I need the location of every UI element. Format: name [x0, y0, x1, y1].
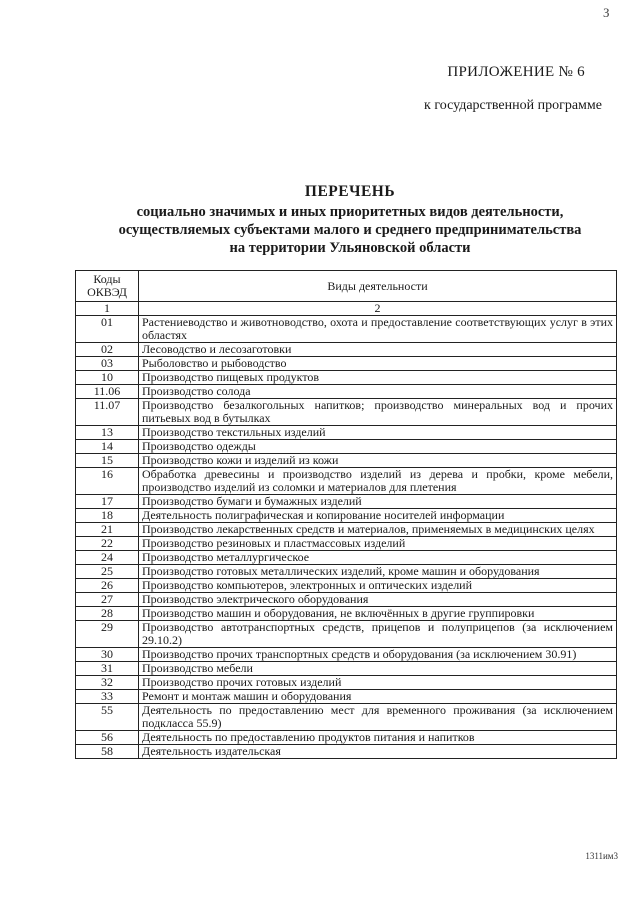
activity-description-cell: Производство резиновых и пластмассовых изделий [139, 537, 617, 551]
activity-description-cell: Ремонт и монтаж машин и оборудования [139, 690, 617, 704]
activity-description-cell: Производство автотранспортных средств, прицепов и полуприцепов (за исключением 29.10.2) [139, 621, 617, 648]
okved-code-cell: 03 [76, 357, 139, 371]
okved-code-cell: 18 [76, 509, 139, 523]
table-row [76, 468, 617, 495]
okved-code-cell: 15 [76, 454, 139, 468]
page-corner-mark: З [603, 5, 610, 20]
activity-description-cell: Производство пищевых продуктов [139, 371, 617, 385]
activity-description-cell: Лесоводство и лесозаготовки [139, 343, 617, 357]
table-row [76, 509, 617, 523]
okved-code-cell: 27 [76, 593, 139, 607]
document-subtitle-line-3: на территории Ульяновской области [229, 240, 471, 256]
okved-code-cell: 13 [76, 426, 139, 440]
okved-code-cell: 11.06 [76, 385, 139, 399]
table-column-numbers-row [76, 302, 617, 316]
table-row [76, 371, 617, 385]
okved-code-cell: 21 [76, 523, 139, 537]
activity-description-cell: Производство текстильных изделий [139, 426, 617, 440]
column-number-1: 1 [76, 302, 139, 316]
activity-description-cell: Деятельность по предоставлению продуктов питания и напитков [139, 731, 617, 745]
activity-description-cell: Производство мебели [139, 662, 617, 676]
table-row [76, 357, 617, 371]
okved-code-cell: 11.07 [76, 399, 139, 426]
table-row [76, 523, 617, 537]
table-row [76, 676, 617, 690]
table-row [76, 385, 617, 399]
okved-code-cell: 14 [76, 440, 139, 454]
table-row [76, 495, 617, 509]
table-row [76, 426, 617, 440]
okved-code-cell: 56 [76, 731, 139, 745]
okved-code-cell: 25 [76, 565, 139, 579]
okved-code-cell: 16 [76, 468, 139, 495]
table-row [76, 440, 617, 454]
table-row [76, 593, 617, 607]
activity-description-cell: Обработка древесины и производство изделий из дерева и пробки, кроме мебели, производство изделий из соломки и материалов для плетения [139, 468, 617, 495]
okved-code-cell: 58 [76, 745, 139, 759]
activity-description-cell: Производство солода [139, 385, 617, 399]
activity-description-cell: Рыболовство и рыбоводство [139, 357, 617, 371]
okved-code-cell: 28 [76, 607, 139, 621]
okved-code-cell: 10 [76, 371, 139, 385]
activity-description-cell: Производство безалкогольных напитков; производство минеральных вод и прочих питьевых вод в бутылках [139, 399, 617, 426]
okved-code-cell: 26 [76, 579, 139, 593]
activity-description-cell: Производство металлургическое [139, 551, 617, 565]
table-row [76, 607, 617, 621]
table-row [76, 704, 617, 731]
okved-code-cell: 22 [76, 537, 139, 551]
table-row [76, 648, 617, 662]
okved-code-cell: 01 [76, 316, 139, 343]
document-title-block [80, 183, 620, 257]
table-row [76, 690, 617, 704]
activity-description-cell: Производство бумаги и бумажных изделий [139, 495, 617, 509]
activities-table [75, 270, 617, 759]
activity-description-cell: Производство прочих транспортных средств и оборудования (за исключением 30.91) [139, 648, 617, 662]
document-subtitle-line-1: социально значимых и иных приоритетных видов деятельности, [136, 204, 564, 220]
header-okved-codes: Коды ОКВЭД [76, 271, 139, 302]
activity-description-cell: Производство машин и оборудования, не включённых в другие группировки [139, 607, 617, 621]
table-row [76, 316, 617, 343]
okved-code-cell: 29 [76, 621, 139, 648]
activity-description-cell: Производство прочих готовых изделий [139, 676, 617, 690]
activity-description-cell: Деятельность по предоставлению мест для временного проживания (за исключением подкласса 55.9) [139, 704, 617, 731]
document-title: ПЕРЕЧЕНЬ [304, 183, 396, 200]
okved-code-cell: 33 [76, 690, 139, 704]
table-row [76, 565, 617, 579]
activity-description-cell: Производство электрического оборудования [139, 593, 617, 607]
okved-code-cell: 24 [76, 551, 139, 565]
table-row [76, 399, 617, 426]
table-row [76, 731, 617, 745]
activity-description-cell: Производство компьютеров, электронных и оптических изделий [139, 579, 617, 593]
document-subtitle-line-2: осуществляемых субъектами малого и среднего предпринимательства [118, 222, 582, 238]
activity-description-cell: Производство кожи и изделий из кожи [139, 454, 617, 468]
okved-code-cell: 31 [76, 662, 139, 676]
table-row [76, 551, 617, 565]
table-header-row [76, 271, 617, 302]
table-row [76, 662, 617, 676]
okved-code-cell: 30 [76, 648, 139, 662]
activity-description-cell: Производство одежды [139, 440, 617, 454]
header-activity-types: Виды деятельности [139, 271, 617, 302]
activity-description-cell: Растениеводство и животноводство, охота и предоставление соответствующих услуг в этих областях [139, 316, 617, 343]
document-footer-code: 1311им3 [585, 851, 618, 861]
column-number-2: 2 [139, 302, 617, 316]
appendix-heading: ПРИЛОЖЕНИЕ № 6 [447, 64, 585, 80]
activity-description-cell: Производство готовых металлических изделий, кроме машин и оборудования [139, 565, 617, 579]
okved-code-cell: 55 [76, 704, 139, 731]
activity-description-cell: Производство лекарственных средств и материалов, применяемых в медицинских целях [139, 523, 617, 537]
activity-description-cell: Деятельность издательская [139, 745, 617, 759]
activity-description-cell: Деятельность полиграфическая и копирование носителей информации [139, 509, 617, 523]
table-row [76, 745, 617, 759]
table-row [76, 579, 617, 593]
table-row [76, 343, 617, 357]
program-reference: к государственной программе [424, 98, 602, 113]
table-row [76, 537, 617, 551]
table-row [76, 621, 617, 648]
table-row [76, 454, 617, 468]
okved-code-cell: 32 [76, 676, 139, 690]
okved-code-cell: 02 [76, 343, 139, 357]
okved-code-cell: 17 [76, 495, 139, 509]
